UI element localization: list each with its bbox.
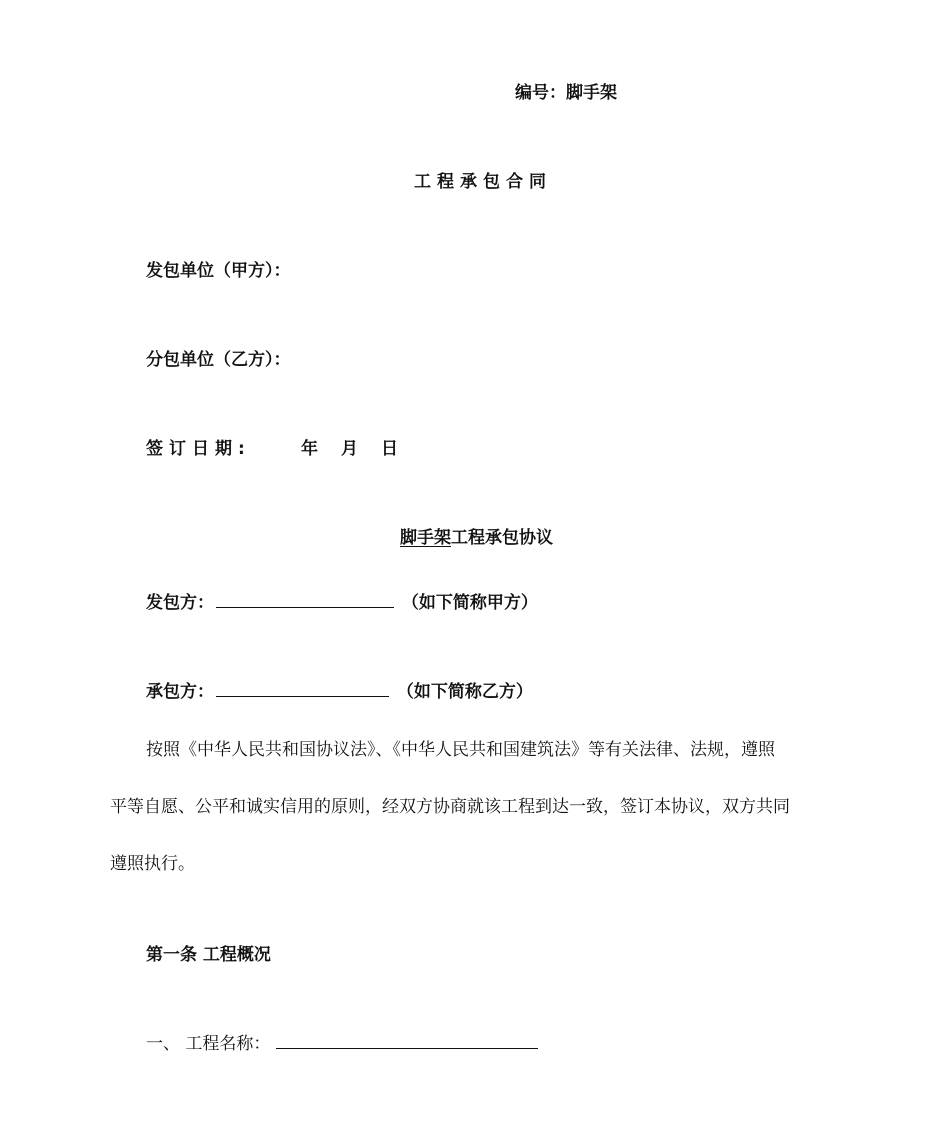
agreement-title-underlined: 脚手架 [400,528,451,548]
signing-date-label: 签订日期: [146,439,251,459]
party-a-row [146,588,538,613]
employer-unit-label: 发包单位（甲方）： [146,261,291,281]
party-a-suffix: （如下简称甲方） [401,593,538,613]
date-month: 月 [341,439,358,459]
project-name-row [146,1029,538,1054]
document-number: 编号：脚手架 [515,83,617,103]
project-name-blank-field [276,1030,538,1049]
party-b-label: 承包方： [146,682,214,702]
date-day: 日 [381,439,398,459]
party-b-blank-field [216,678,389,697]
agreement-title-rest: 工程承包协议 [451,528,553,548]
intro-paragraph [110,740,855,911]
article-1-heading: 第一条 工程概况 [146,945,271,965]
party-b-row [146,677,533,702]
party-a-label: 发包方： [146,593,214,613]
agreement-title [400,523,553,548]
contractor-unit-label: 分包单位（乙方）： [146,350,291,370]
party-b-suffix: （如下简称乙方） [396,682,533,702]
party-a-blank-field [216,589,394,608]
intro-line: 平等自愿、公平和诚实信用的原则，经双方协商就该工程到达一致，签订本协议，双方共同 [110,797,790,817]
intro-line: 按照《中华人民共和国协议法》、《中华人民共和国建筑法》等有关法律、法规，遵照 [146,740,775,760]
date-year: 年 [301,439,318,459]
project-name-label: 一、 工程名称： [146,1034,271,1054]
contract-title: 工程承包合同 [414,172,552,192]
intro-line: 遵照执行。 [110,854,195,874]
